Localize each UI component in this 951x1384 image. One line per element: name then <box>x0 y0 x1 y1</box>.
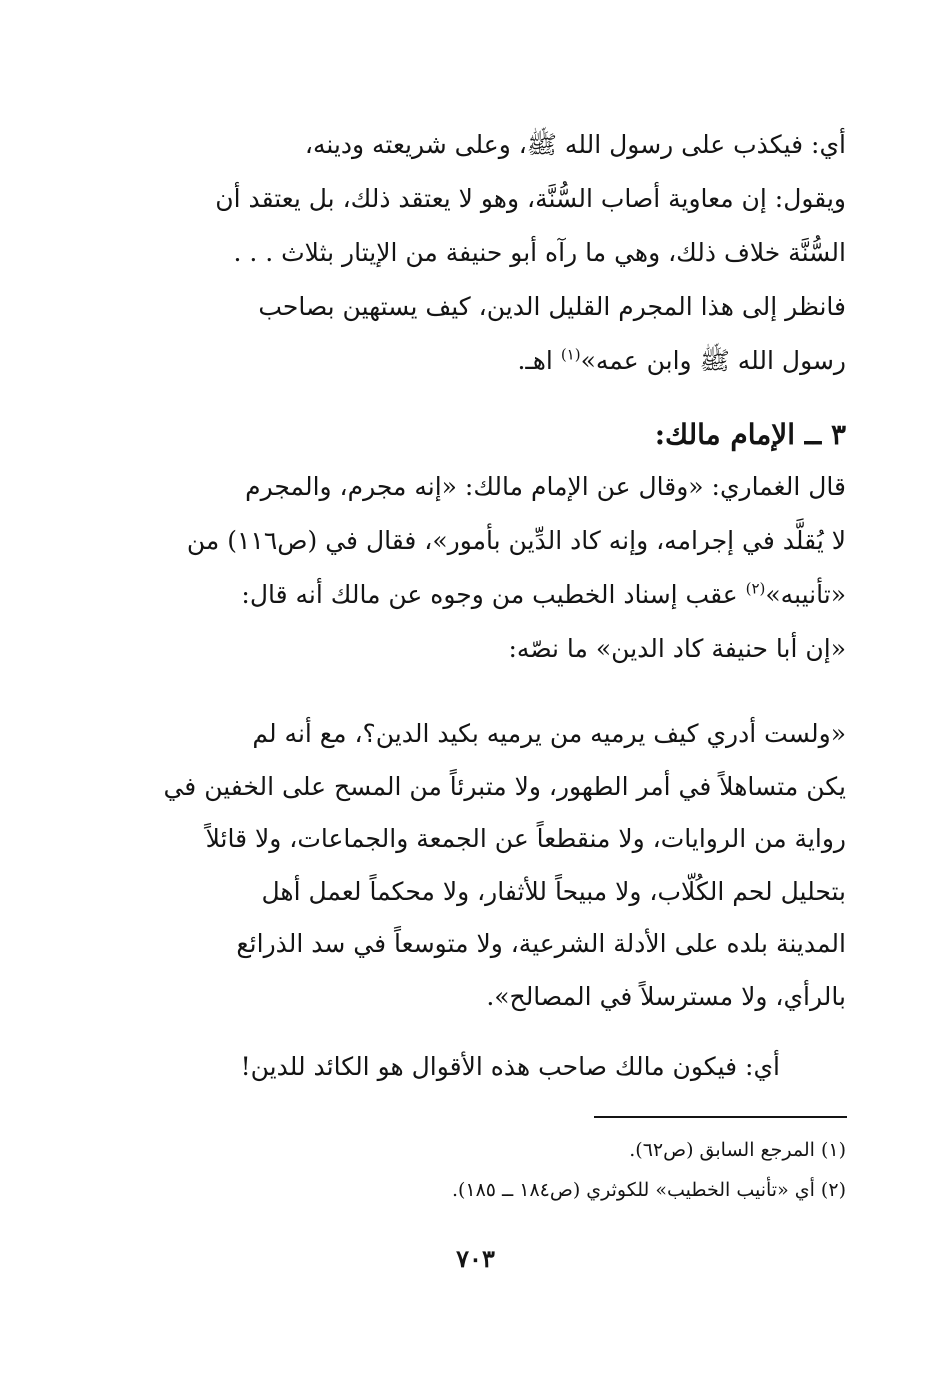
text-line: أي: فيكذب على رسول الله ﷺ، وعلى شريعته ودينه، <box>304 130 846 159</box>
text-line: السُّنَّة خلاف ذلك، وهي ما رآه أبو حنيفة من الإيتار بثلاث . . . <box>233 238 846 267</box>
text-line-last <box>140 334 846 388</box>
text-line: يكن متساهلاً في أمر الطهور، ولا متبرئاً من المسح على الخفين في <box>163 771 846 801</box>
paragraph-kawthari-quote <box>140 708 846 1023</box>
text-line: بتحليل لحم الكُلّاب، ولا مبيحاً للأثفار، ولا محكماً لعمل أهل <box>261 876 846 906</box>
text-line: فانظر إلى هذا المجرم القليل الدين، كيف يستهين بصاحب <box>258 292 846 321</box>
text-line: رواية من الروايات، ولا منقطعاً عن الجمعة والجماعات، ولا قائلاً <box>205 824 846 853</box>
section-heading: ٣ ــ الإمام مالك: <box>654 418 846 451</box>
text-line-last: بالرأي، ولا مسترسلاً في المصالح». <box>486 981 846 1011</box>
text-line: لا يُقلَّد في إجرامه، وإنه كاد الدِّين بأمور»، فقال في (ص١١٦) من <box>186 526 846 555</box>
text-line <box>140 568 846 622</box>
footnotes <box>140 1130 846 1210</box>
footnote-2: (٢) أي «تأنيب الخطيب» للكوثري (ص١٨٤ ــ ١٨٥). <box>451 1179 846 1201</box>
text-line: ويقول: إن معاوية أصاب السُّنَّة، وهو لا يعتقد ذلك، بل يعتقد أن <box>215 184 846 213</box>
text-line: قال الغماري: «وقال عن الإمام مالك: «إنه مجرم، والمجرم <box>245 472 846 501</box>
paragraph-ghumari-quote <box>140 460 846 676</box>
text-line: المدينة بلده على الأدلة الشرعية، ولا متوسعاً في سد الذرائع <box>236 929 846 958</box>
line-text: «تأنيبه» <box>765 580 846 609</box>
text-line-last: «إن أبا حنيفة كاد الدين» ما نصّه: <box>508 634 846 663</box>
paragraph-conclusion <box>140 1040 780 1094</box>
page-number: ٧٠٣ <box>456 1244 495 1273</box>
footnote-marker-1: (١) <box>560 345 581 364</box>
line-tail: عقب إسناد الخطيب من وجوه عن مالك أنه قال: <box>241 580 746 609</box>
line-text: رسول الله ﷺ وابن عمه» <box>580 346 846 375</box>
text-line: أي: فيكون مالك صاحب هذه الأقوال هو الكائد للدين! <box>240 1052 780 1081</box>
footnote-1: (١) المرجع السابق (ص٦٢). <box>629 1139 846 1161</box>
paragraph-mu-awiya <box>140 118 846 388</box>
text-line: «ولست أدري كيف يرميه من يرميه بكيد الدين؟، مع أنه لم <box>252 719 846 748</box>
footnote-marker-2: (٢) <box>745 579 766 598</box>
line-tail: اهـ. <box>517 346 561 375</box>
footnote-separator <box>594 1116 847 1118</box>
